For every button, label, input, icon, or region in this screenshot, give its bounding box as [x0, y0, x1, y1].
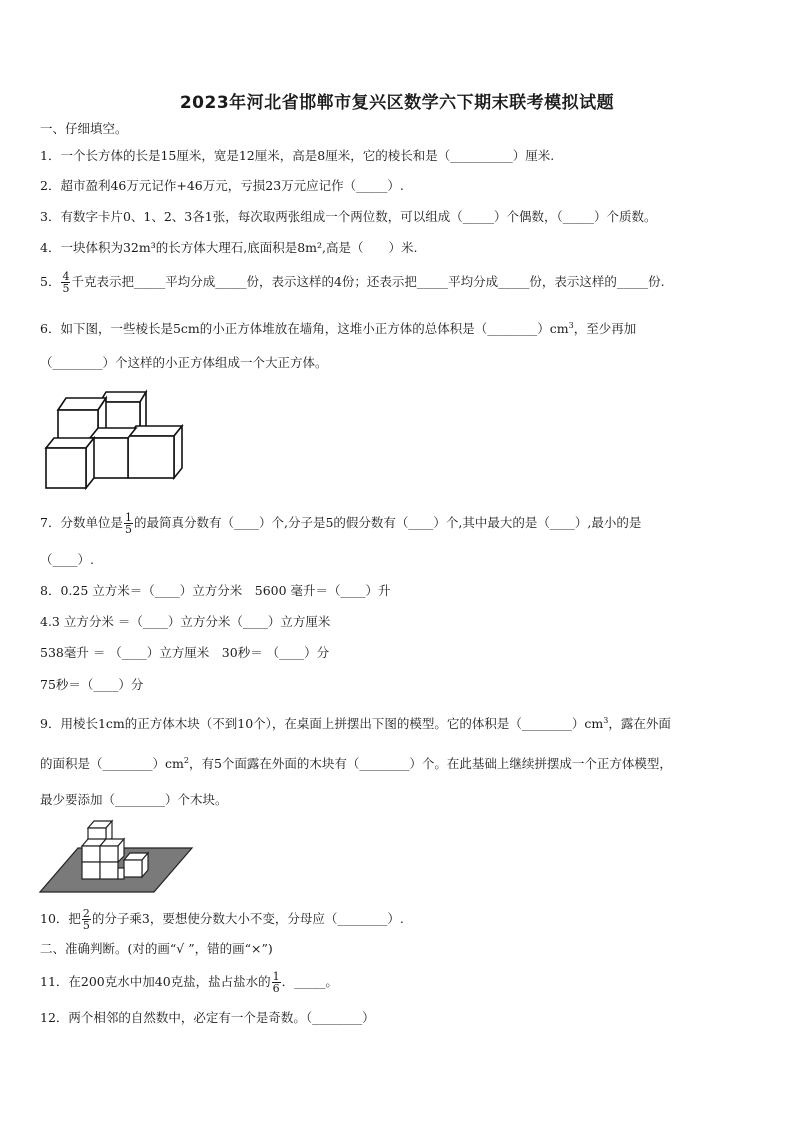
question-8-line3: 538毫升 ＝ （____）立方厘米 30秒＝ （____）分 — [40, 645, 330, 660]
q9-text-b: ，露在外面 — [608, 716, 671, 732]
question-9-line2 — [40, 753, 672, 772]
q6-text-a: 6．如下图，一些棱长是5cm的小正方体堆放在墙角，这堆小正方体的总体积是（________）cm — [40, 321, 569, 337]
q11-text-post: ．_____。 — [281, 974, 338, 989]
question-10 — [40, 904, 404, 934]
q5-number: 5． — [40, 274, 61, 289]
question-6-line1 — [40, 318, 636, 337]
q9-text-d: ，有5个面露在外面的木块有（________）个。在此基础上继续拼摆成一个正方体模型， — [188, 756, 672, 772]
q10-frac-den: 5 — [82, 919, 90, 932]
q7-fraction — [124, 512, 133, 535]
q9-sup-1: 3 — [603, 716, 609, 725]
question-7-line1 — [40, 508, 641, 538]
question-8-line4: 75秒＝（____）分 — [40, 677, 144, 692]
q6-sup: 3 — [568, 321, 574, 330]
q5-frac-num: 4 — [62, 270, 70, 283]
section-heading-1: 一、仔细填空。 — [40, 121, 128, 136]
question-2: 2．超市盈利46万元记作+46万元，亏损23万元应记作（_____）. — [40, 178, 404, 193]
q9-text-a: 9．用棱长1cm的正方体木块（不到10个），在桌面上拼摆出下图的模型。它的体积是（________）cm — [40, 716, 604, 732]
q11-fraction — [272, 971, 281, 994]
page-title: 2023年河北省邯郸市复兴区数学六下期末联考模拟试题 — [179, 93, 615, 113]
q7-text-pre: 7．分数单位是 — [40, 515, 123, 530]
section-heading-2: 二、准确判断。(对的画“√ ”，错的画“×”) — [40, 941, 273, 956]
q10-text-post: 的分子乘3，要想使分数大小不变，分母应（________）. — [91, 911, 404, 926]
question-5 — [40, 269, 665, 295]
q9-sup-2: 2 — [183, 756, 189, 765]
q10-fraction — [82, 908, 91, 931]
question-8-line2: 4.3 立方分米 ＝（____）立方分米（____）立方厘米 — [40, 614, 331, 629]
q6-text-b: ，至少再加 — [573, 321, 637, 337]
q10-frac-num: 2 — [82, 907, 90, 920]
q5-frac-den: 5 — [62, 282, 70, 295]
question-11 — [40, 967, 338, 997]
q7-frac-den: 5 — [124, 523, 132, 536]
q10-text-pre: 10．把 — [40, 911, 81, 926]
q11-frac-num: 1 — [272, 970, 280, 983]
q7-text-post: 的最简真分数有（____）个,分子是5的假分数有（____）个,其中最大的是（____）,最小的是 — [133, 515, 642, 530]
q5-text: 千克表示把_____平均分成_____份，表示这样的4份；还表示把_____平均分成_____份，表示这样的_____份. — [71, 274, 665, 289]
question-6-line2: （________）个这样的小正方体组成一个大正方体。 — [40, 355, 328, 370]
q5-fraction — [61, 271, 70, 294]
q11-text-pre: 11．在200克水中加40克盐，盐占盐水的 — [40, 974, 271, 989]
q11-frac-den: 6 — [272, 982, 280, 995]
question-7-line2: （____）. — [40, 552, 94, 567]
question-8-line1: 8．0.25 立方米＝（____）立方分米 5600 毫升＝（____）升 — [40, 583, 391, 598]
question-12: 12．两个相邻的自然数中，必定有一个是奇数。（________） — [40, 1010, 375, 1025]
q9-text-c: 的面积是（________）cm — [40, 756, 184, 772]
q7-frac-num: 1 — [124, 511, 132, 524]
block-model-figure — [38, 818, 194, 894]
question-1: 1．一个长方体的长是15厘米，宽是12厘米，高是8厘米，它的棱长和是（__________）厘米. — [40, 148, 555, 163]
cube-stack-figure — [42, 388, 187, 490]
question-4: 4．一块体积为32m³的长方体大理石,底面积是8m²,高是（ ）米. — [40, 240, 418, 255]
question-9-line1 — [40, 713, 671, 732]
question-3: 3．有数字卡片0、1、2、3各1张，每次取两张组成一个两位数，可以组成（_____）个偶数，（_____）个质数。 — [40, 209, 657, 224]
question-9-line3: 最少要添加（________）个木块。 — [40, 792, 228, 807]
